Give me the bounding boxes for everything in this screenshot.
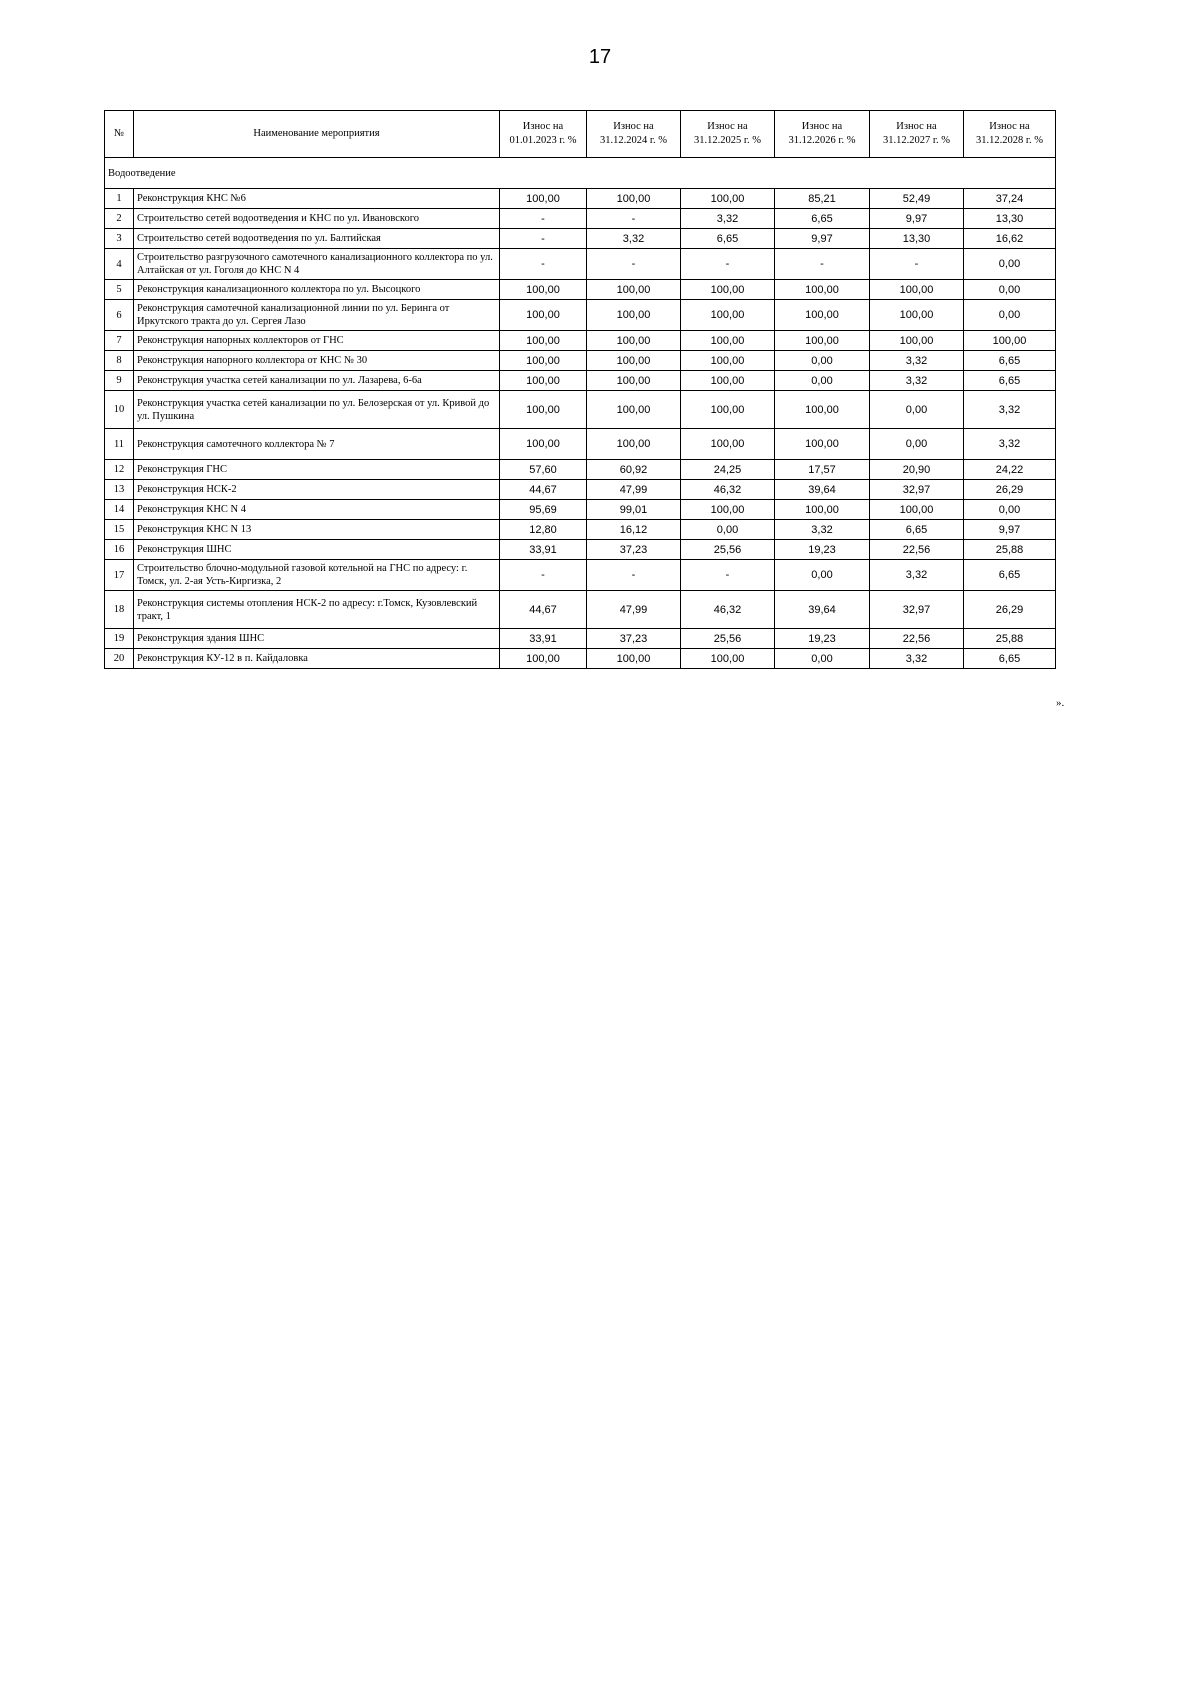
row-wear-value: 3,32 [964,391,1056,429]
row-measure-name: Реконструкция напорного коллектора от КНС № 30 [134,351,500,371]
row-wear-value: 100,00 [681,351,775,371]
row-wear-value: 0,00 [870,391,964,429]
row-wear-value: 100,00 [681,649,775,669]
row-wear-value: 100,00 [587,331,681,351]
row-wear-value: 3,32 [681,209,775,229]
table-row [105,560,1056,591]
row-wear-value: 85,21 [775,189,870,209]
row-number: 15 [105,520,134,540]
header-year-2025: Износ на 31.12.2025 г. % [681,111,775,158]
row-wear-value: 100,00 [775,331,870,351]
row-wear-value: 3,32 [587,229,681,249]
row-wear-value: 99,01 [587,500,681,520]
table-row [105,391,1056,429]
table-row [105,249,1056,280]
table-row [105,460,1056,480]
row-wear-value: - [681,560,775,591]
row-wear-value: 6,65 [964,351,1056,371]
row-wear-value: 100,00 [500,300,587,331]
row-wear-value: - [681,249,775,280]
row-measure-name: Реконструкция ГНС [134,460,500,480]
row-wear-value: 100,00 [870,280,964,300]
row-number: 20 [105,649,134,669]
row-wear-value: 47,99 [587,480,681,500]
row-wear-value: 9,97 [870,209,964,229]
row-number: 17 [105,560,134,591]
row-wear-value: 100,00 [681,189,775,209]
row-wear-value: 52,49 [870,189,964,209]
row-wear-value: 19,23 [775,540,870,560]
row-wear-value: - [500,209,587,229]
row-wear-value: 25,56 [681,629,775,649]
row-wear-value: 100,00 [587,429,681,460]
row-number: 16 [105,540,134,560]
header-year-2024: Износ на 31.12.2024 г. % [587,111,681,158]
row-wear-value: - [775,249,870,280]
row-number: 4 [105,249,134,280]
row-wear-value: 100,00 [681,371,775,391]
table-row [105,520,1056,540]
row-wear-value: 3,32 [870,560,964,591]
row-number: 6 [105,300,134,331]
row-wear-value: 32,97 [870,480,964,500]
row-wear-value: 100,00 [870,500,964,520]
row-number: 7 [105,331,134,351]
row-wear-value: 100,00 [587,351,681,371]
row-wear-value: 17,57 [775,460,870,480]
row-wear-value: 22,56 [870,540,964,560]
row-wear-value: 47,99 [587,591,681,629]
closing-mark: ». [1056,697,1065,709]
row-wear-value: 44,67 [500,591,587,629]
row-wear-value: 19,23 [775,629,870,649]
row-measure-name: Реконструкция канализационного коллектора по ул. Высоцкого [134,280,500,300]
row-measure-name: Реконструкция КНС N 4 [134,500,500,520]
row-number: 19 [105,629,134,649]
table-row [105,351,1056,371]
row-wear-value: 25,56 [681,540,775,560]
table-row [105,500,1056,520]
row-wear-value: 100,00 [775,429,870,460]
row-wear-value: 25,88 [964,540,1056,560]
row-number: 10 [105,391,134,429]
row-wear-value: 100,00 [964,331,1056,351]
row-wear-value: 100,00 [775,500,870,520]
row-wear-value: 24,22 [964,460,1056,480]
row-wear-value: 9,97 [964,520,1056,540]
row-wear-value: 46,32 [681,591,775,629]
row-measure-name: Реконструкция напорных коллекторов от ГНС [134,331,500,351]
table-row [105,591,1056,629]
row-measure-name: Реконструкция КНС N 13 [134,520,500,540]
row-wear-value: 0,00 [775,351,870,371]
row-wear-value: 32,97 [870,591,964,629]
row-wear-value: - [870,249,964,280]
row-wear-value: - [587,249,681,280]
row-wear-value: 44,67 [500,480,587,500]
row-wear-value: 100,00 [870,331,964,351]
row-wear-value: 26,29 [964,591,1056,629]
row-wear-value: 100,00 [500,189,587,209]
row-wear-value: 37,23 [587,629,681,649]
table-row [105,371,1056,391]
row-measure-name: Реконструкция здания ШНС [134,629,500,649]
row-wear-value: - [500,249,587,280]
row-wear-value: 95,69 [500,500,587,520]
row-wear-value: 100,00 [681,300,775,331]
row-measure-name: Строительство сетей водоотведения и КНС по ул. Ивановского [134,209,500,229]
row-number: 5 [105,280,134,300]
table-row [105,480,1056,500]
row-measure-name: Строительство блочно-модульной газовой котельной на ГНС по адресу: г. Томск, ул. 2-ая Усть-Киргизка, 2 [134,560,500,591]
row-wear-value: 100,00 [681,391,775,429]
row-wear-value: 0,00 [964,500,1056,520]
table-header-row [105,111,1056,158]
row-wear-value: 0,00 [775,649,870,669]
row-wear-value: 13,30 [870,229,964,249]
row-number: 11 [105,429,134,460]
row-wear-value: 100,00 [500,371,587,391]
row-wear-value: 0,00 [964,280,1056,300]
row-wear-value: 100,00 [681,280,775,300]
row-wear-value: 37,24 [964,189,1056,209]
wear-table [104,110,1056,669]
row-wear-value: 22,56 [870,629,964,649]
row-wear-value: 6,65 [964,371,1056,391]
row-wear-value: 57,60 [500,460,587,480]
table-row [105,280,1056,300]
header-year-2023: Износ на 01.01.2023 г. % [500,111,587,158]
row-wear-value: 33,91 [500,629,587,649]
row-wear-value: 25,88 [964,629,1056,649]
row-measure-name: Строительство разгрузочного самотечного канализационного коллектора по ул. Алтайская от ул. Гоголя до КНС N 4 [134,249,500,280]
row-number: 13 [105,480,134,500]
row-wear-value: 12,80 [500,520,587,540]
row-wear-value: 0,00 [964,300,1056,331]
row-wear-value: 6,65 [964,649,1056,669]
section-title: Водоотведение [105,158,1056,189]
row-wear-value: 100,00 [587,371,681,391]
row-wear-value: 6,65 [964,560,1056,591]
row-wear-value: 100,00 [500,429,587,460]
header-year-2028: Износ на 31.12.2028 г. % [964,111,1056,158]
row-wear-value: 6,65 [870,520,964,540]
row-wear-value: 100,00 [681,500,775,520]
row-wear-value: 100,00 [681,331,775,351]
row-wear-value: 39,64 [775,480,870,500]
row-wear-value: 100,00 [775,391,870,429]
row-wear-value: 0,00 [775,371,870,391]
header-no: № [105,111,134,158]
row-wear-value: 0,00 [681,520,775,540]
row-wear-value: 0,00 [964,249,1056,280]
row-wear-value: 24,25 [681,460,775,480]
header-year-2027: Износ на 31.12.2027 г. % [870,111,964,158]
row-wear-value: - [587,560,681,591]
section-row [105,158,1056,189]
row-wear-value: 16,12 [587,520,681,540]
row-number: 18 [105,591,134,629]
row-number: 9 [105,371,134,391]
row-wear-value: 3,32 [870,649,964,669]
row-wear-value: 9,97 [775,229,870,249]
row-wear-value: 100,00 [500,391,587,429]
row-wear-value: 6,65 [681,229,775,249]
table-row [105,629,1056,649]
row-wear-value: 100,00 [587,649,681,669]
row-measure-name: Реконструкция КУ-12 в п. Кайдаловка [134,649,500,669]
row-wear-value: 0,00 [775,560,870,591]
row-measure-name: Реконструкция участка сетей канализации по ул. Лазарева, 6-6а [134,371,500,391]
page-number: 17 [588,46,612,68]
row-wear-value: - [500,229,587,249]
row-measure-name: Реконструкция системы отопления НСК-2 по адресу: г.Томск, Кузовлевский тракт, 1 [134,591,500,629]
row-measure-name: Реконструкция КНС №6 [134,189,500,209]
header-name: Наименование мероприятия [134,111,500,158]
row-number: 3 [105,229,134,249]
row-wear-value: 26,29 [964,480,1056,500]
row-number: 14 [105,500,134,520]
row-wear-value: 16,62 [964,229,1056,249]
row-wear-value: 100,00 [587,300,681,331]
row-number: 12 [105,460,134,480]
row-wear-value: 37,23 [587,540,681,560]
row-wear-value: 100,00 [775,300,870,331]
row-measure-name: Строительство сетей водоотведения по ул. Балтийская [134,229,500,249]
row-measure-name: Реконструкция участка сетей канализации по ул. Белозерская от ул. Кривой до ул. Пушкина [134,391,500,429]
table-row [105,649,1056,669]
row-wear-value: 3,32 [964,429,1056,460]
row-measure-name: Реконструкция самотечной канализационной линии по ул. Беринга от Иркутского тракта до ул. Сергея Лазо [134,300,500,331]
row-wear-value: 100,00 [870,300,964,331]
row-wear-value: 3,32 [870,371,964,391]
row-wear-value: 100,00 [500,331,587,351]
table-row [105,300,1056,331]
row-measure-name: Реконструкция ШНС [134,540,500,560]
row-wear-value: 20,90 [870,460,964,480]
table-row [105,229,1056,249]
row-wear-value: 100,00 [587,189,681,209]
table-row [105,429,1056,460]
row-wear-value: 100,00 [500,280,587,300]
row-wear-value: 100,00 [681,429,775,460]
row-wear-value: 3,32 [775,520,870,540]
header-year-2026: Износ на 31.12.2026 г. % [775,111,870,158]
row-number: 1 [105,189,134,209]
row-wear-value: 100,00 [500,351,587,371]
row-wear-value: 6,65 [775,209,870,229]
row-wear-value: 100,00 [587,280,681,300]
row-wear-value: - [500,560,587,591]
row-wear-value: 46,32 [681,480,775,500]
row-number: 8 [105,351,134,371]
row-wear-value: 33,91 [500,540,587,560]
row-wear-value: 60,92 [587,460,681,480]
row-wear-value: 100,00 [775,280,870,300]
table-row [105,331,1056,351]
row-number: 2 [105,209,134,229]
row-wear-value: 13,30 [964,209,1056,229]
row-wear-value: - [587,209,681,229]
row-wear-value: 100,00 [500,649,587,669]
table-row [105,209,1056,229]
row-measure-name: Реконструкция самотечного коллектора № 7 [134,429,500,460]
row-wear-value: 39,64 [775,591,870,629]
row-wear-value: 0,00 [870,429,964,460]
row-wear-value: 3,32 [870,351,964,371]
table-row [105,540,1056,560]
row-wear-value: 100,00 [587,391,681,429]
row-measure-name: Реконструкция НСК-2 [134,480,500,500]
table-row [105,189,1056,209]
